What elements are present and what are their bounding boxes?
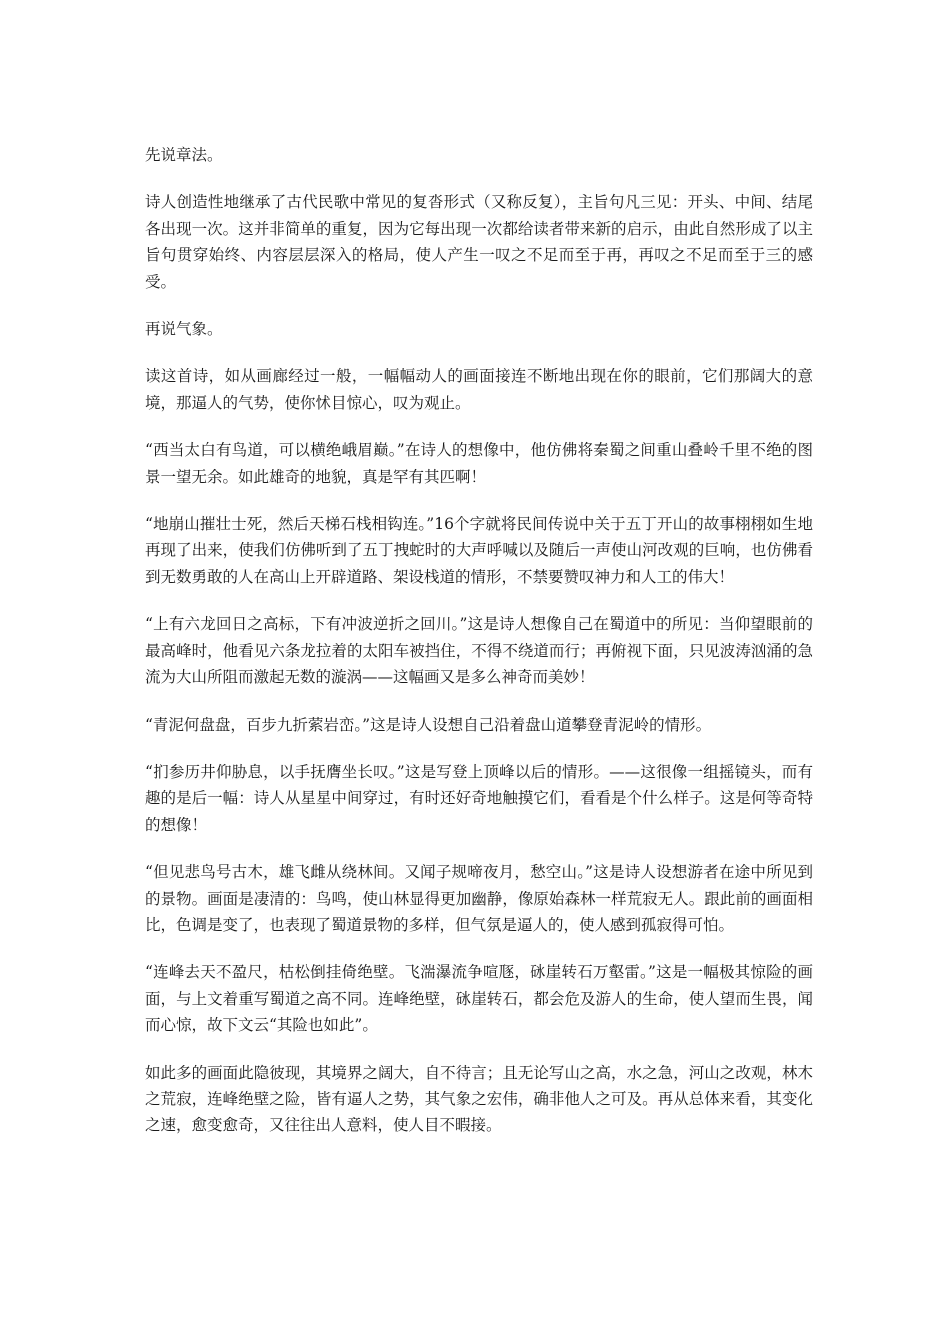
paragraph-quote-liulong: “上有六龙回日之高标，下有冲波逆折之回川。”这是诗人想像自己在蜀道中的所见：当仰望眼前的最高峰时，他看见六条龙拉着的太阳车被挡住，不得不绕道而行；再俯视下面，只见波涛汹涌的急流为大山所阻而激起无数的漩涡——这幅画又是多么神奇而美妙！: [145, 615, 813, 687]
paragraph-heading-imagery: 再说气象。: [145, 320, 223, 339]
paragraph-conclusion: 如此多的画面此隐彼现，其境界之阔大，自不待言；且无论写山之高，水之急，河山之改观，林木之荒寂，连峰绝壁之险，皆有逼人之势，其气象之宏伟，确非他人之可及。再从总体来看，其变化之速，愈变愈奇，又往往出人意料，使人目不暇接。: [145, 1063, 813, 1135]
paragraph-imagery-intro: 读这首诗，如从画廊经过一般，一幅幅动人的画面接连不断地出现在你的眼前，它们那阔大的意境，那逼人的气势，使你怵目惊心，叹为观止。: [145, 367, 813, 412]
paragraph-quote-qingni: “青泥何盘盘，百步九折萦岩峦。”这是诗人设想自己沿着盘山道攀登青泥岭的情形。: [145, 715, 712, 734]
document-body: [145, 142, 813, 1160]
paragraph-structure-text: 诗人创造性地继承了古代民歌中常见的复沓形式（又称反复），主旨句凡三见：开头、中间、结尾各出现一次。这并非简单的重复，因为它每出现一次都给读者带来新的启示，由此自然形成了以主旨句贯穿始终、内容层层深入的格局，使人产生一叹之不足而至于再，再叹之不足而至于三的感受。: [145, 193, 813, 291]
paragraph-quote-mencan: “扪参历井仰胁息，以手抚膺坐长叹。”这是写登上顶峰以后的情形。——这很像一组摇镜头，而有趣的是后一幅：诗人从星星中间穿过，有时还好奇地触摸它们，看看是个什么样子。这是何等奇特的想像！: [145, 762, 813, 834]
paragraph-quote-beiniao: “但见悲鸟号古木，雄飞雌从绕林间。又闻子规啼夜月，愁空山。”这是诗人设想游者在途中所见到的景物。画面是凄清的：鸟鸣，使山林显得更加幽静，像原始森林一样荒寂无人。跟此前的画面相比，色调是变了，也表现了蜀道景物的多样，但气氛是逼人的，使人感到孤寂得可怕。: [145, 863, 813, 934]
paragraph-quote-lianfeng: “连峰去天不盈尺，枯松倒挂倚绝壁。飞湍瀑流争喧豗，砯崖转石万壑雷。”这是一幅极其惊险的画面，与上文着重写蜀道之高不同。连峰绝壁，砯崖转石，都会危及游人的生命，使人望而生畏，闻而心惊，故下文云“其险也如此”。: [145, 963, 813, 1035]
paragraph-quote-dibeng: “地崩山摧壮士死，然后天梯石栈相钩连。”16个字就将民间传说中关于五丁开山的故事栩栩如生地再现了出来，使我们仿佛听到了五丁拽蛇时的大声呼喊以及随后一声使山河改观的巨响，也仿佛看到无数勇敢的人在高山上开辟道路、架设栈道的情形，不禁要赞叹神力和人工的伟大！: [145, 515, 813, 586]
paragraph-heading-structure: 先说章法。: [145, 146, 223, 164]
paragraph-quote-taibai: “西当太白有鸟道，可以横绝峨眉巅。”在诗人的想像中，他仿佛将秦蜀之间重山叠岭千里不绝的图景一望无余。如此雄奇的地貌，真是罕有其匹啊！: [145, 441, 813, 486]
